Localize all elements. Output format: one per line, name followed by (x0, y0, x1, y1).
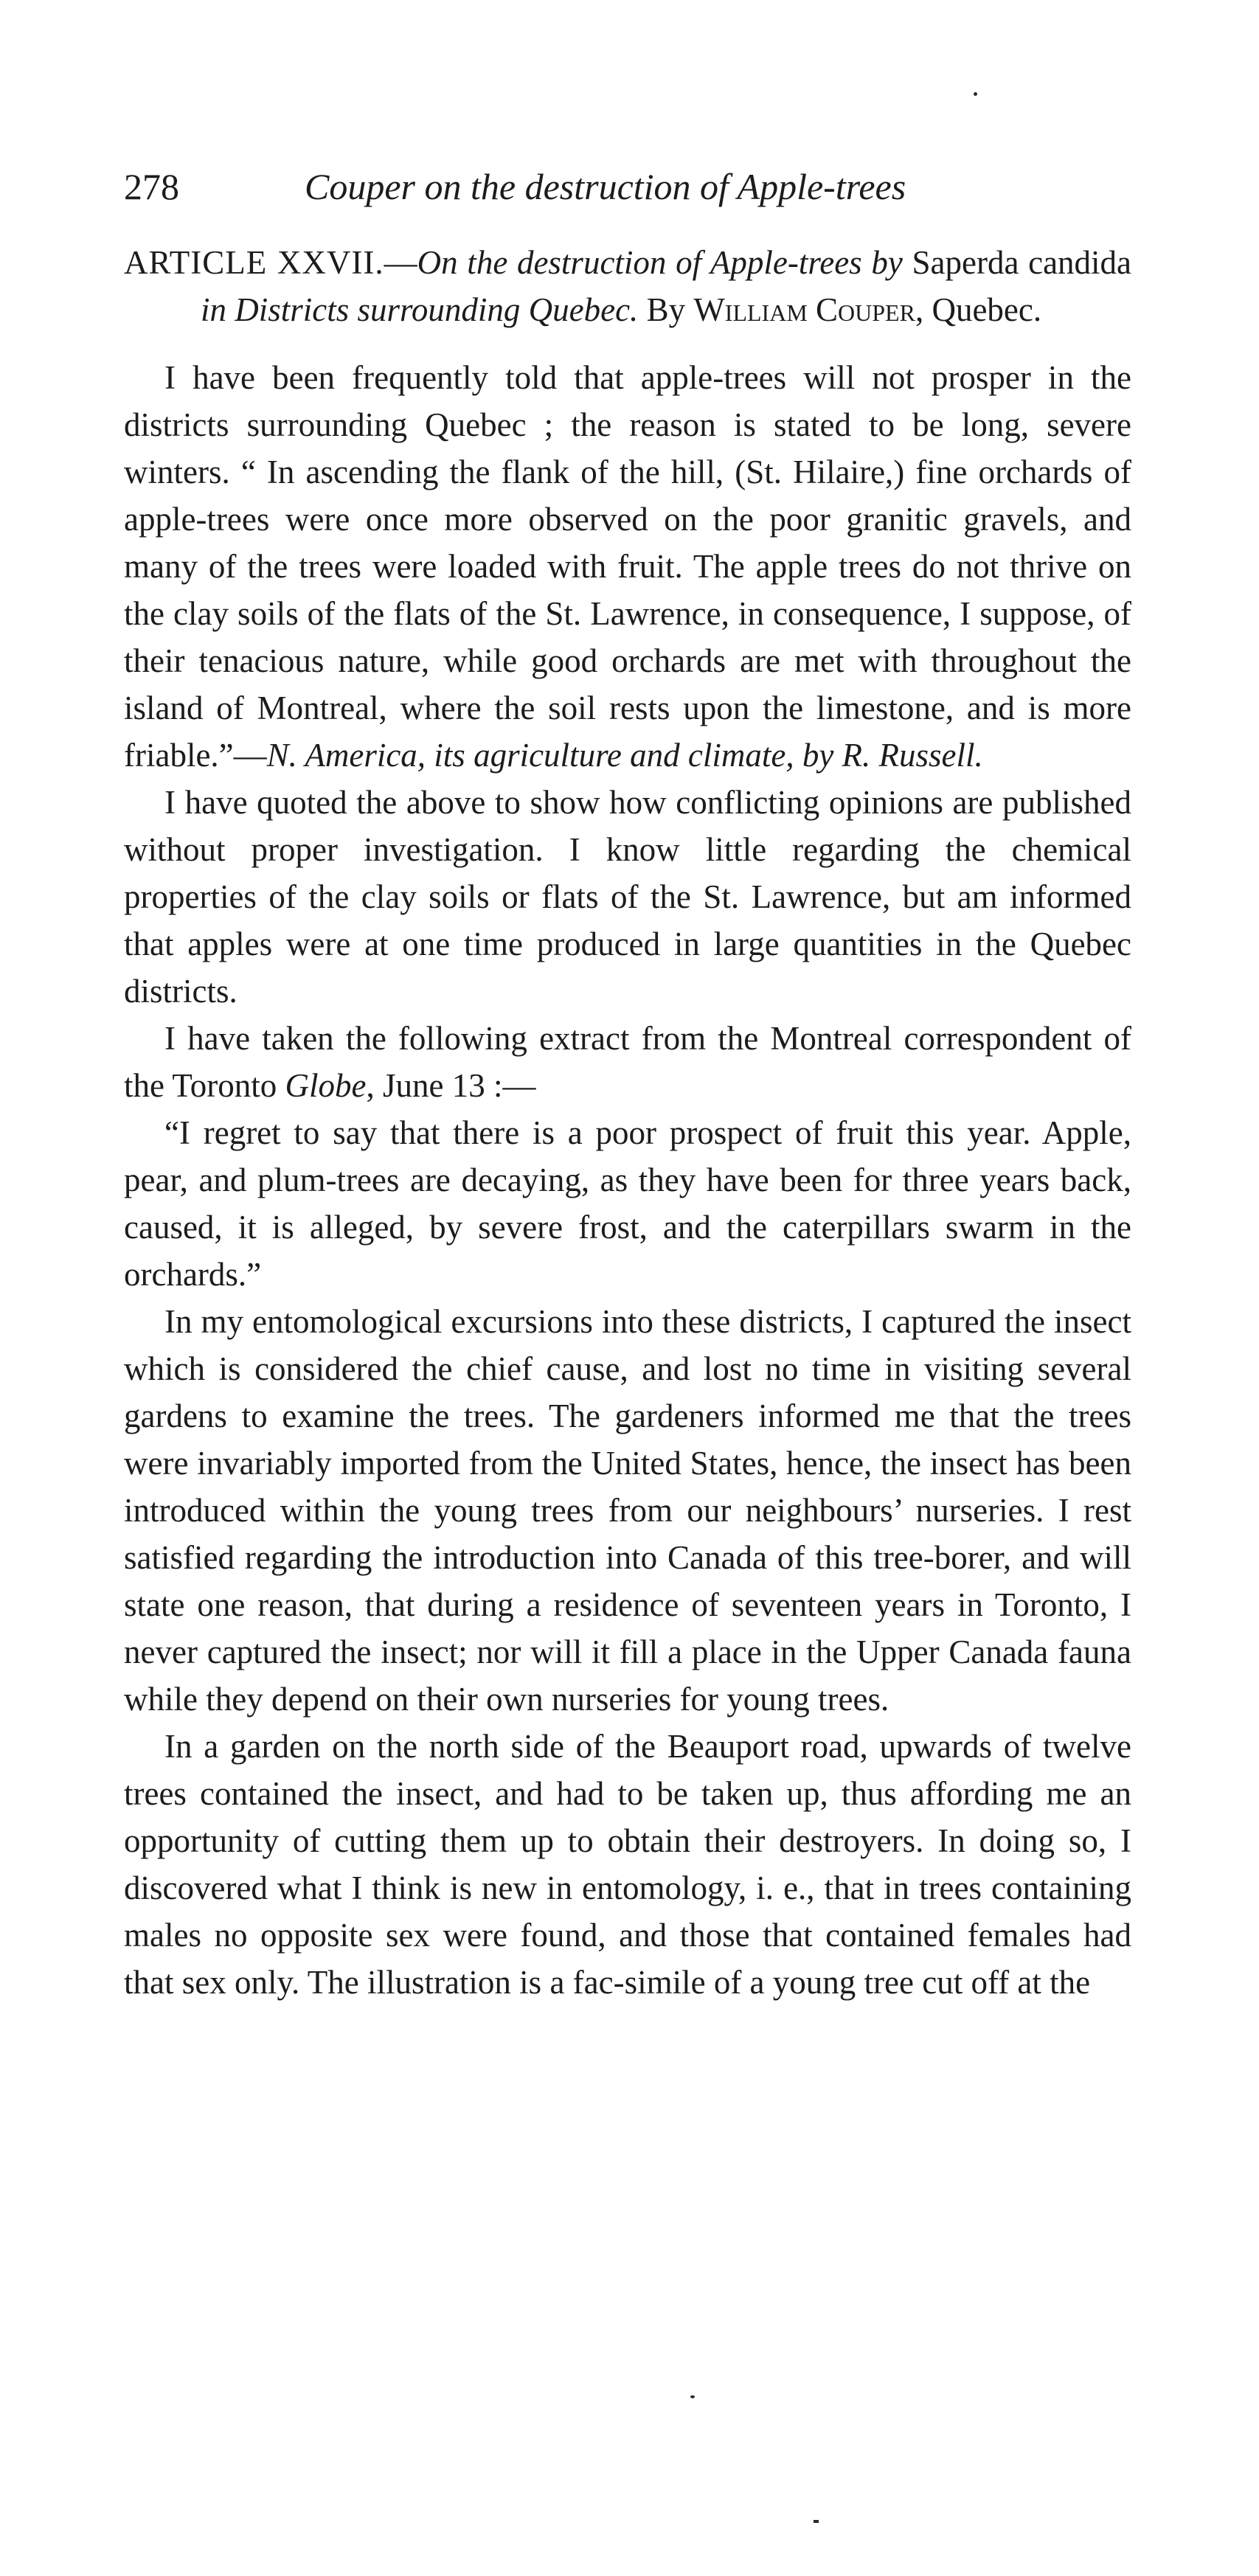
book-page (124, 162, 1131, 2006)
paragraph-3-text-after: , June 13 :— (366, 1067, 536, 1104)
author-name: William Couper (693, 291, 915, 328)
paragraph-1-citation: N. America, its agriculture and climate, by R. Russell. (266, 737, 983, 774)
paragraph-3-text: I have taken the following extract from the Montreal correspondent of the Toronto (124, 1020, 1131, 1104)
article-body (124, 354, 1131, 2006)
paragraph-3 (124, 1015, 1131, 1109)
paragraph-1-text: I have been frequently told that apple-trees will not prosper in the districts surrounding Quebec ; the reason is stated to be long, severe winters. “ In ascending the flank of the hill, (St. Hilaire,) fine orchards of apple-trees were once more observed on the poor granitic gravels, and many of the trees were loaded with fruit. The apple trees do not thrive on the clay soils of the flats of the St. Lawrence, in consequence, I suppose, of their tenacious nature, while good orchards are met with throughout the island of Montreal, where the soil rests upon the limestone, and is more friable.”— (124, 359, 1131, 774)
print-speck (814, 2520, 819, 2523)
article-heading (124, 239, 1131, 333)
running-title: Couper on the destruction of Apple-trees (305, 166, 906, 207)
paragraph-2 (124, 779, 1131, 1015)
paragraph-6 (124, 1723, 1131, 2006)
print-speck (690, 2395, 695, 2398)
article-label: ARTICLE XXVII. (124, 244, 384, 281)
print-speck (974, 92, 977, 96)
paragraph-5-text: In my entomological excursions into these districts, I captured the insect which is considered the chief cause, and lost no time in visiting several gardens to examine the trees. The gardeners informed me that the trees were invariably imported from the United States, hence, the insect has been introduced within the young trees from our neighbours’ nurseries. I rest satisfied regarding the introduction into Canada of this tree-borer, and will state one reason, that during a residence of seventeen years in Toronto, I never captured the insect; nor will it fill a place in the Upper Canada fauna while they depend on their own nurseries for young trees. (124, 1303, 1131, 1718)
heading-dash: — (384, 244, 417, 281)
author-location: , Quebec. (915, 291, 1042, 328)
paragraph-6-text: In a garden on the north side of the Beauport road, upwards of twelve trees contained the insect, and had to be taken up, thus affording me an opportunity of cutting them up to obtain their destroyers. In doing so, I discovered what I think is new in entomology, i. e., that in trees containing males no opposite sex were found, and those that contained females had that sex only. The illustration is a fac-simile of a young tree cut off at the (124, 1728, 1131, 2001)
article-title-part-2: in Districts surrounding Quebec. (201, 291, 639, 328)
newspaper-name: Globe (285, 1067, 367, 1104)
paragraph-4-text: “I regret to say that there is a poor prospect of fruit this year. Apple, pear, and plum-trees are decaying, as they have been for three years back, caused, it is alleged, by severe frost, and the caterpillars swarm in the orchards.” (124, 1114, 1131, 1293)
paragraph-1 (124, 354, 1131, 779)
article-title-part-1: On the destruction of Apple-trees by (417, 244, 903, 281)
paragraph-4 (124, 1109, 1131, 1298)
byline-by: By (646, 291, 686, 328)
page-number: 278 (124, 166, 179, 207)
paragraph-2-text: I have quoted the above to show how conflicting opinions are published without proper investigation. I know little regarding the chemical properties of the clay soils or flats of the St. Lawrence, but am informed that apples were at one time produced in large quantities in the Quebec districts. (124, 784, 1131, 1010)
species-name: Saperda candida (912, 244, 1132, 281)
paragraph-5 (124, 1298, 1131, 1723)
running-head (124, 162, 1131, 211)
